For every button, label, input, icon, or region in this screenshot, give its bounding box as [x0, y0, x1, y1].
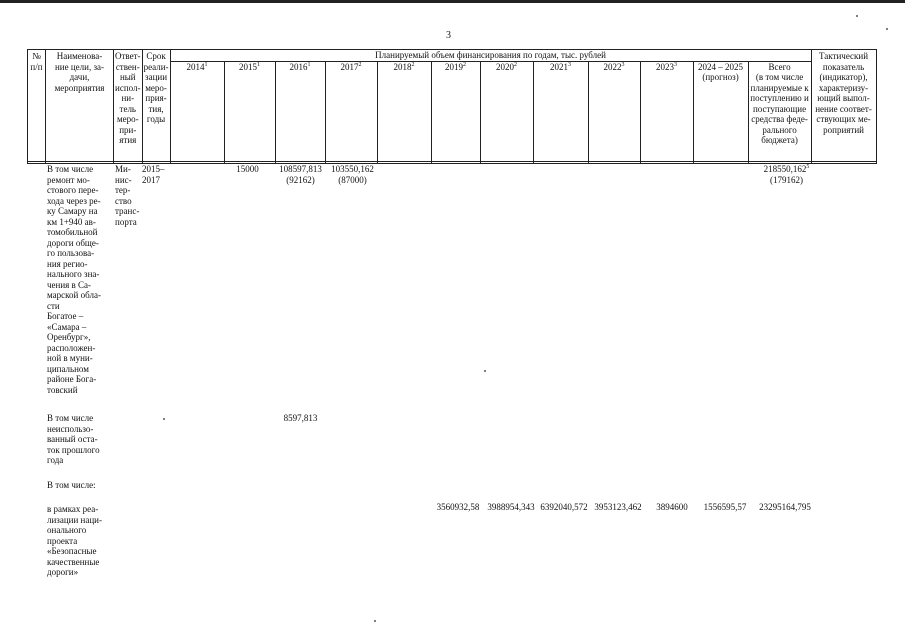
header-total: Всего (в том числе планируемые к поступлению и поступающие средства феде- рального бюджета) [748, 61, 811, 161]
page-number: 3 [446, 30, 451, 41]
scan-speck [856, 15, 858, 17]
row-including-label: В том числе: [47, 480, 96, 490]
header-year: 2015$^1$ [224, 61, 275, 161]
scan-speck [374, 620, 376, 622]
row-national-project-2021: 6392040,572 [540, 502, 588, 512]
row-national-project-2023: 3894600 [656, 502, 688, 512]
row-repair-name: В том числе ремонт мо- стового пере- хода через ре- ку Самару на км 1+940 ав- томобильной дороги обще- го пользова- ния регио- нального зна- чения в Са- марской обла- сти Богатое – «Самара – Оренбург», расположен- ной в муни- ципальном районе Бога- товский [47, 164, 101, 395]
header-year: 2023$^3$ [640, 61, 693, 161]
row-national-project-total: 23295164,795 [759, 502, 811, 512]
scan-speck [886, 28, 888, 30]
top-scan-edge [0, 0, 905, 3]
row-repair-2016: 108597,813 (92162) [279, 164, 322, 185]
header-term: Срок реали- зации меро- прия- тия, годы [142, 50, 170, 162]
header-name: Наименова- ние цели, за- дачи, мероприятия [46, 50, 114, 162]
header-year: 2022$^3$ [588, 61, 640, 161]
row-repair-2015: 15000 [236, 164, 259, 174]
scan-speck [484, 370, 486, 372]
header-year-forecast: 2024 – 2025 (прогноз) [693, 61, 748, 161]
header-responsible: Ответ- ствен- ный испол- ни- тель меро- при- ятия [114, 50, 143, 162]
row-national-project-2019: 3560932,58 [436, 502, 480, 512]
header-number: № п/п [28, 50, 46, 162]
header-year: 2019$^2$ [431, 61, 480, 161]
header-indicator: Тактический показатель (индикатор), характеризу- ющий выпол- нение соответ- ствующих ме- роприятий [811, 50, 876, 162]
row-repair-term: 2015– 2017 [142, 164, 165, 185]
financing-table [27, 49, 877, 164]
row-national-project-name: в рамках реа- лизации наци- онального проекта «Безопасные качественные дороги» [47, 504, 102, 577]
row-repair-2017: 103550,162 (87000) [331, 164, 374, 185]
header-year: 2016$^1$ [275, 61, 325, 161]
header-year: 2020$^2$ [480, 61, 533, 161]
row-repair-responsible: Ми- нис- тер- ство транс- порта [115, 164, 140, 227]
header-year: 2017$^2$ [325, 61, 377, 161]
header-year: 2021$^3$ [533, 61, 588, 161]
header-year: 2018$^2$ [377, 61, 431, 161]
row-national-project-2020: 3988954,343 [487, 502, 535, 512]
row-national-project-2022: 3953123,462 [594, 502, 642, 512]
row-repair-total: 218550,162$^5$ (179162) [763, 164, 810, 185]
scan-speck [163, 418, 165, 420]
row-remainder-2016: 8597,813 [283, 413, 318, 423]
row-remainder-name: В том числе неиспользо- ванный оста- ток прошлого года [47, 413, 100, 465]
header-year: 2014$^1$ [170, 61, 224, 161]
row-national-project-2024-2025: 1556595,57 [703, 502, 747, 512]
header-financing-group: Планируемый объем финансирования по годам, тыс. рублей [170, 50, 811, 62]
